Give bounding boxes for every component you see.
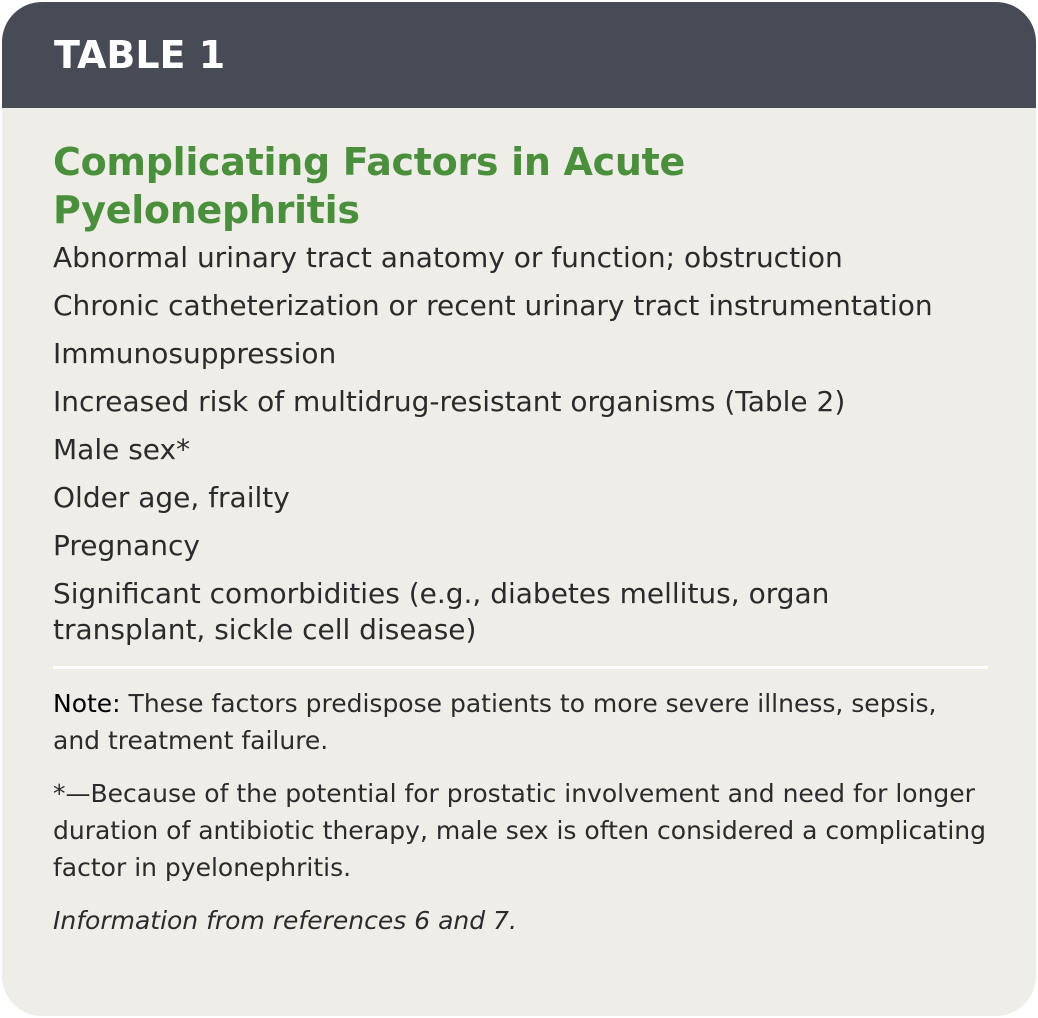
table-title: Complicating Factors in Acute Pyelonephritis <box>53 140 685 232</box>
note-label: Note: <box>53 689 121 718</box>
list-item: Pregnancy <box>53 529 200 562</box>
divider <box>53 666 988 669</box>
list-item: Increased risk of multidrug-resistant organisms (Table 2) <box>53 385 846 418</box>
list-item: Abnormal urinary tract anatomy or function; obstruction <box>53 241 843 274</box>
table-source: Information from references 6 and 7. <box>53 906 517 935</box>
list-item: Chronic catheterization or recent urinary tract instrumentation <box>53 289 933 322</box>
table-footnote: *—Because of the potential for prostatic involvement and need for longer duration of antibiotic therapy, male sex is often considered a complicating factor in pyelonephritis. <box>53 779 987 882</box>
table-note <box>53 685 988 759</box>
table-card <box>2 2 1036 1016</box>
list-item: Older age, frailty <box>53 481 290 514</box>
note-text: These factors predispose patients to more severe illness, sepsis, and treatment failure. <box>53 689 937 755</box>
list-item: Male sex* <box>53 433 191 466</box>
table-header <box>2 2 1036 108</box>
table-label: TABLE 1 <box>54 33 226 77</box>
list-item: Significant comorbidities (e.g., diabetes mellitus, organ transplant, sickle cell disease) <box>53 577 830 646</box>
list-item: Immunosuppression <box>53 337 337 370</box>
factor-list <box>53 240 988 648</box>
table-body <box>2 108 988 939</box>
